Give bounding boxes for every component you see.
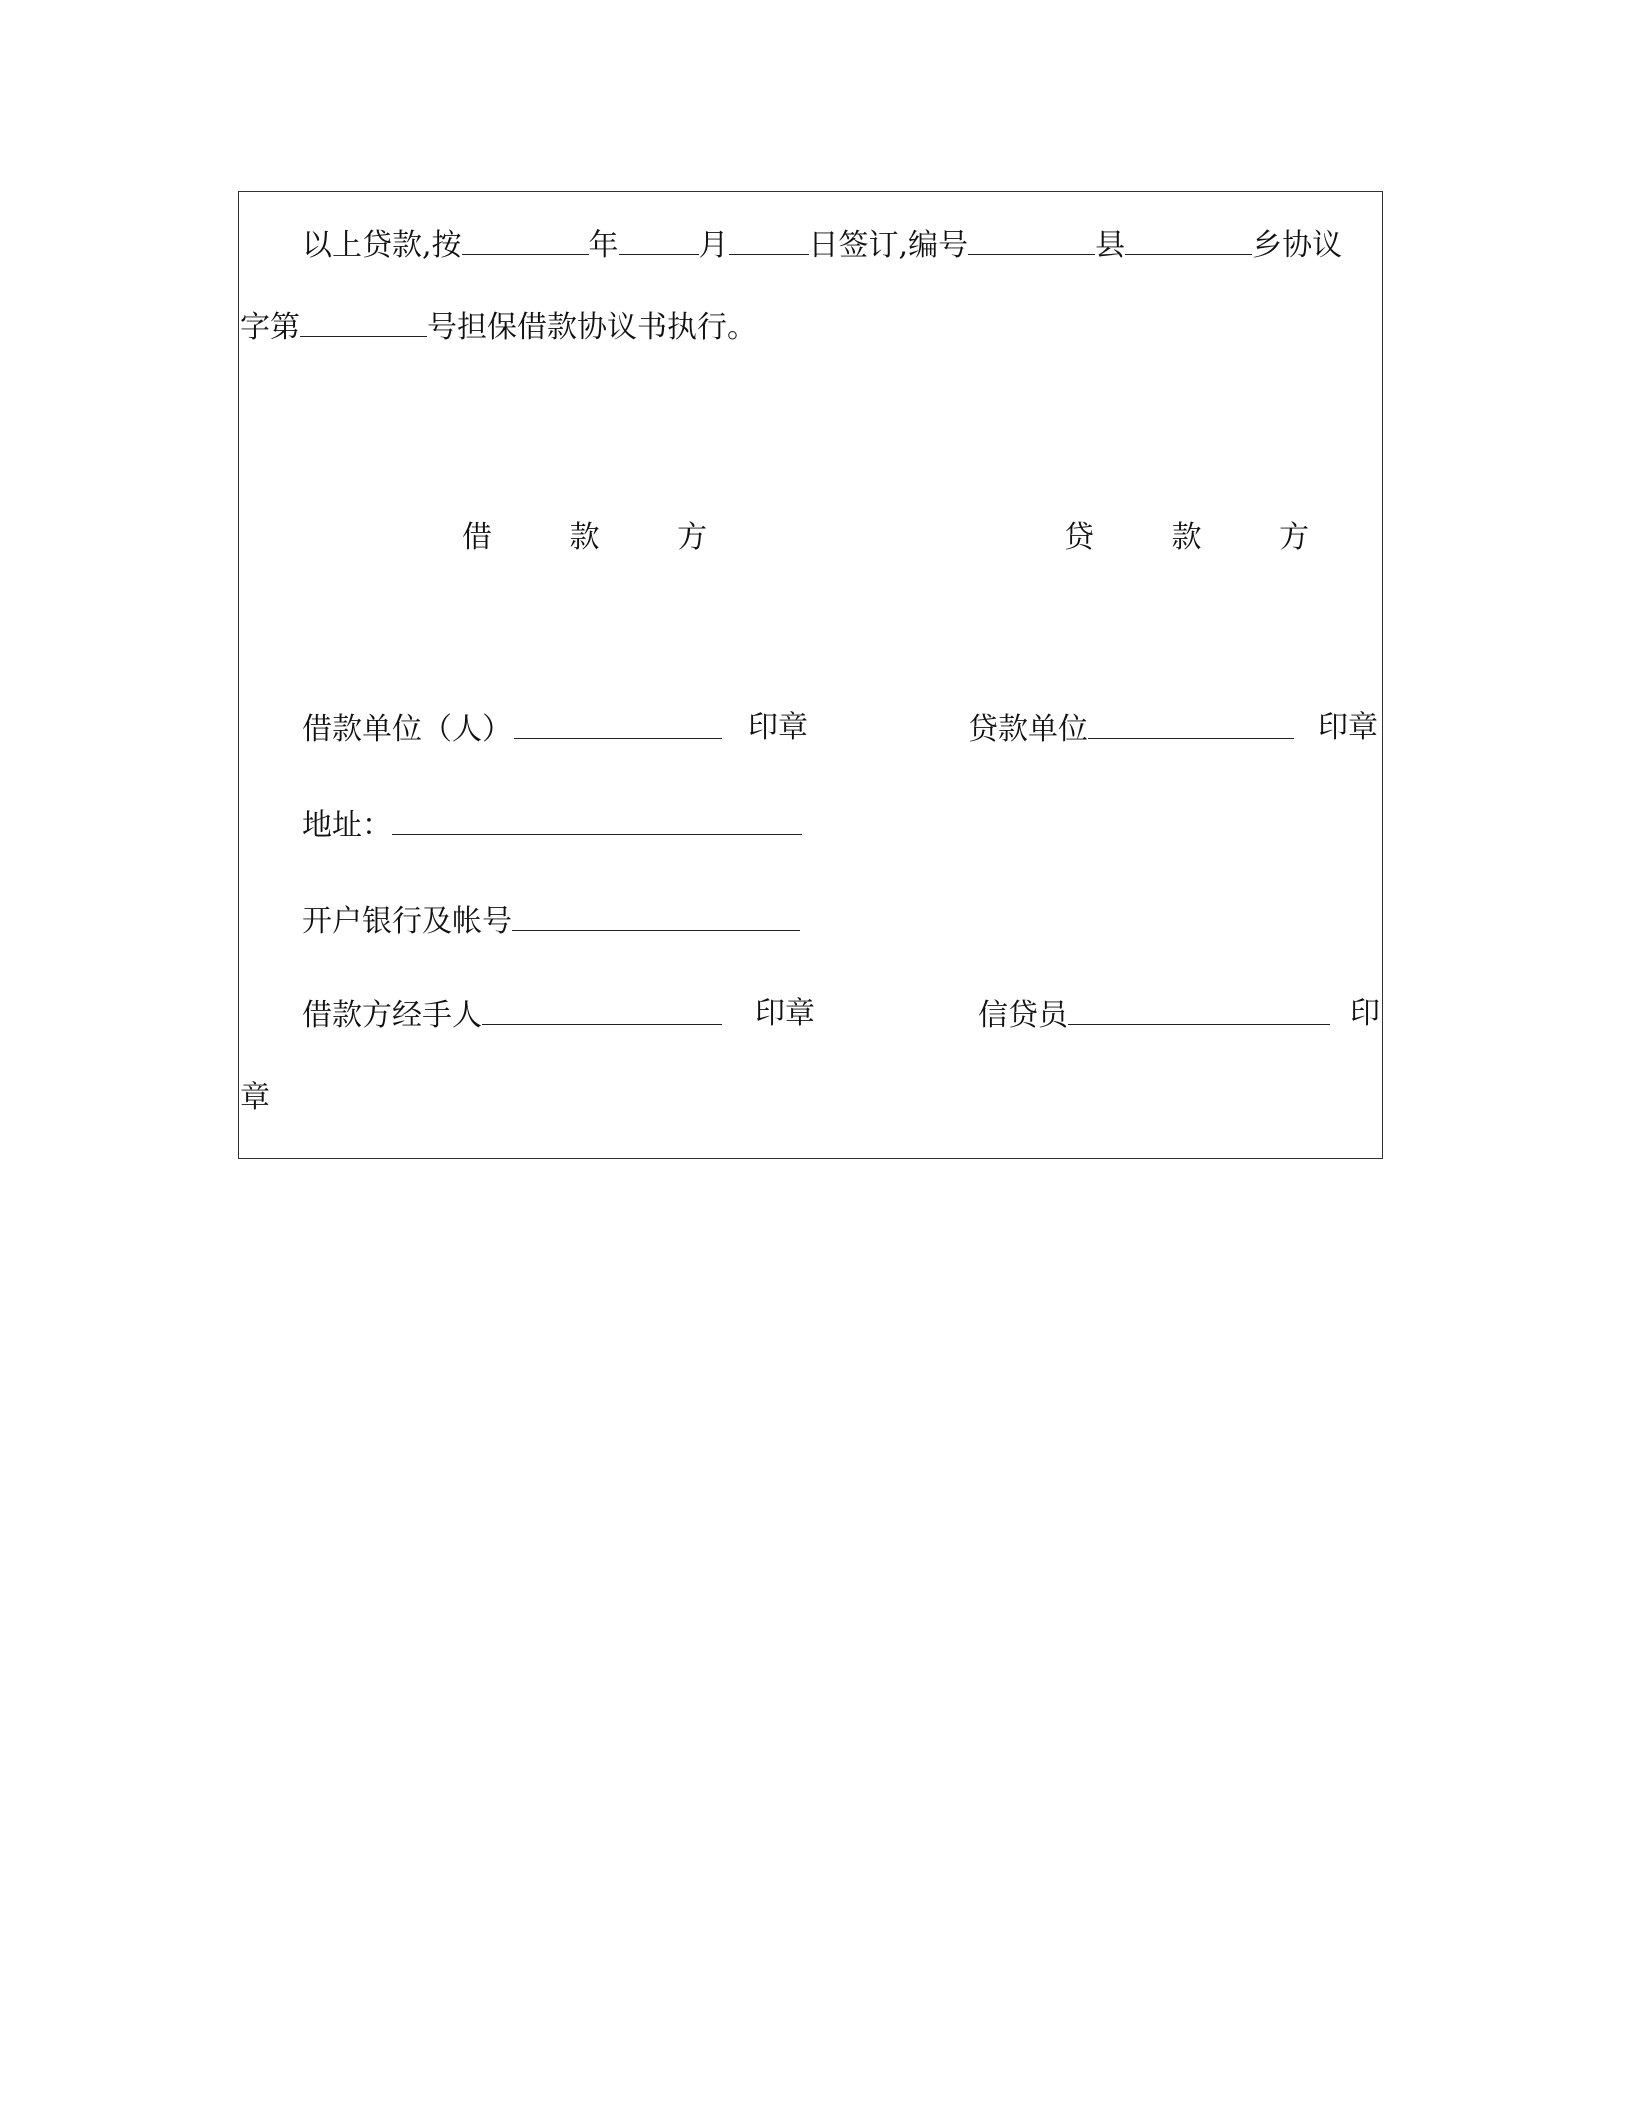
lender-unit-blank[interactable] (1088, 708, 1294, 739)
bank-label: 开户银行及帐号 (302, 904, 512, 939)
day-blank[interactable] (729, 224, 809, 255)
borrower-seal: 印章 (748, 710, 808, 745)
day-sign-label: 日签订,编号 (808, 228, 969, 263)
county-label: 县 (1095, 228, 1126, 263)
borrower-unit-row (302, 708, 722, 750)
agreement-line-1 (302, 224, 1342, 266)
borrower-unit-label: 借款单位（人） (302, 712, 512, 747)
officer-row (978, 994, 1330, 1036)
address-blank[interactable] (392, 804, 802, 835)
bank-row (302, 900, 800, 942)
year-blank[interactable] (462, 224, 589, 255)
agreement-rest-text: 号担保借款协议书执行。 (427, 310, 757, 345)
county-blank[interactable] (1125, 224, 1252, 255)
lender-unit-label: 贷款单位 (968, 712, 1088, 747)
lead-text: 以上贷款,按 (302, 228, 462, 263)
officer-blank[interactable] (1068, 994, 1330, 1025)
borrower-heading: 借 款 方 (462, 520, 742, 555)
lender-seal: 印章 (1318, 710, 1378, 745)
lender-heading: 贷 款 方 (1064, 520, 1344, 555)
address-row (302, 804, 802, 846)
officer-seal-part2: 章 (240, 1080, 270, 1115)
handler-label: 借款方经手人 (302, 998, 482, 1033)
borrower-unit-blank[interactable] (514, 708, 722, 739)
month-blank[interactable] (619, 224, 699, 255)
handler-seal: 印章 (755, 996, 815, 1031)
agreement-line-2 (240, 306, 757, 348)
bank-blank[interactable] (512, 900, 800, 931)
year-label: 年 (588, 228, 619, 263)
handler-row (302, 994, 722, 1036)
officer-seal-part1: 印 (1350, 996, 1380, 1031)
handler-blank[interactable] (482, 994, 722, 1025)
lender-unit-row (968, 708, 1294, 750)
month-label: 月 (698, 228, 729, 263)
agreement-number-blank[interactable] (300, 306, 427, 337)
address-label: 地址： (302, 808, 392, 843)
officer-label: 信贷员 (978, 998, 1068, 1033)
number-blank[interactable] (968, 224, 1095, 255)
zi-di-label: 字第 (240, 310, 300, 345)
township-agreement-label: 乡协议 (1252, 228, 1343, 263)
